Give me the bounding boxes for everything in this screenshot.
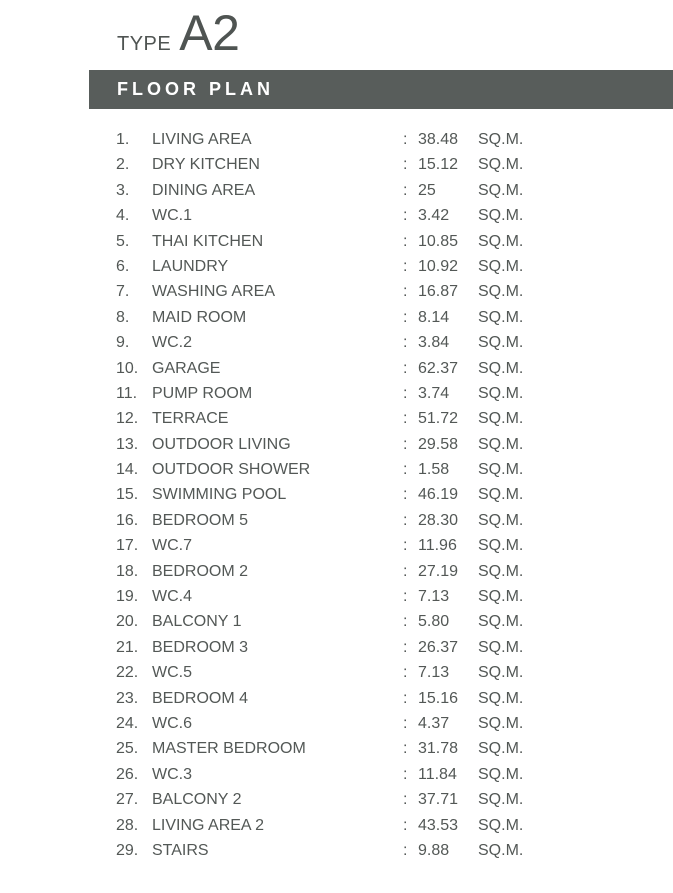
colon-separator: : bbox=[403, 841, 408, 859]
room-area-value: 43.53 bbox=[418, 816, 459, 834]
room-number: 2. bbox=[116, 156, 130, 174]
room-row bbox=[116, 432, 656, 457]
colon-separator: : bbox=[403, 740, 408, 758]
area-unit: SQ.M. bbox=[478, 613, 524, 631]
room-name: WC.7 bbox=[152, 537, 192, 555]
room-name: DINING AREA bbox=[152, 181, 256, 199]
colon-separator: : bbox=[403, 283, 408, 301]
area-unit: SQ.M. bbox=[478, 461, 524, 479]
area-unit: SQ.M. bbox=[478, 638, 524, 656]
room-name: STAIRS bbox=[152, 841, 209, 859]
room-area-value: 5.80 bbox=[418, 613, 450, 631]
room-name: BALCONY 2 bbox=[152, 791, 242, 809]
room-name: WC.1 bbox=[152, 207, 192, 225]
room-row bbox=[116, 305, 656, 330]
room-number: 16. bbox=[116, 511, 139, 529]
room-row bbox=[116, 381, 656, 406]
room-name: BEDROOM 5 bbox=[152, 511, 249, 529]
room-row bbox=[116, 356, 656, 381]
area-unit: SQ.M. bbox=[478, 765, 524, 783]
area-unit: SQ.M. bbox=[478, 207, 524, 225]
room-row bbox=[116, 406, 656, 431]
area-unit: SQ.M. bbox=[478, 156, 524, 174]
area-unit: SQ.M. bbox=[478, 384, 524, 402]
area-unit: SQ.M. bbox=[478, 537, 524, 555]
colon-separator: : bbox=[403, 257, 408, 275]
type-label: TYPE bbox=[117, 33, 172, 55]
room-name: THAI KITCHEN bbox=[152, 232, 264, 250]
room-area-value: 9.88 bbox=[418, 841, 450, 859]
room-row bbox=[116, 762, 656, 787]
room-area-value: 51.72 bbox=[418, 410, 459, 428]
area-unit: SQ.M. bbox=[478, 588, 524, 606]
room-area-value: 27.19 bbox=[418, 562, 459, 580]
room-area-value: 3.42 bbox=[418, 207, 450, 225]
room-name: WC.6 bbox=[152, 714, 192, 732]
room-row bbox=[116, 838, 656, 863]
room-row bbox=[116, 482, 656, 507]
room-area-value: 28.30 bbox=[418, 511, 459, 529]
area-unit: SQ.M. bbox=[478, 308, 524, 326]
area-unit: SQ.M. bbox=[478, 435, 524, 453]
room-row bbox=[116, 178, 656, 203]
area-unit: SQ.M. bbox=[478, 664, 524, 682]
room-number: 12. bbox=[116, 410, 139, 428]
room-area-value: 46.19 bbox=[418, 486, 459, 504]
area-unit: SQ.M. bbox=[478, 257, 524, 275]
colon-separator: : bbox=[403, 638, 408, 656]
room-area-value: 25 bbox=[418, 181, 436, 199]
area-unit: SQ.M. bbox=[478, 816, 524, 834]
room-row bbox=[116, 127, 656, 152]
room-number: 13. bbox=[116, 435, 139, 453]
area-unit: SQ.M. bbox=[478, 283, 524, 301]
room-row bbox=[116, 457, 656, 482]
colon-separator: : bbox=[403, 689, 408, 707]
room-area-value: 62.37 bbox=[418, 359, 459, 377]
colon-separator: : bbox=[403, 588, 408, 606]
colon-separator: : bbox=[403, 791, 408, 809]
room-name: BALCONY 1 bbox=[152, 613, 242, 631]
room-area-value: 31.78 bbox=[418, 740, 459, 758]
room-row bbox=[116, 279, 656, 304]
room-name: WASHING AREA bbox=[152, 283, 275, 301]
room-area-value: 1.58 bbox=[418, 461, 450, 479]
room-row bbox=[116, 152, 656, 177]
room-area-value: 3.84 bbox=[418, 334, 450, 352]
colon-separator: : bbox=[403, 232, 408, 250]
colon-separator: : bbox=[403, 714, 408, 732]
room-number: 25. bbox=[116, 740, 139, 758]
floor-plan-banner bbox=[89, 70, 673, 109]
room-number: 14. bbox=[116, 461, 139, 479]
area-unit: SQ.M. bbox=[478, 689, 524, 707]
room-row bbox=[116, 711, 656, 736]
room-row bbox=[116, 559, 656, 584]
room-name: OUTDOOR SHOWER bbox=[152, 461, 311, 479]
room-number: 3. bbox=[116, 181, 130, 199]
room-row bbox=[116, 736, 656, 761]
room-row bbox=[116, 203, 656, 228]
colon-separator: : bbox=[403, 435, 408, 453]
room-row bbox=[116, 254, 656, 279]
room-name: WC.3 bbox=[152, 765, 192, 783]
room-name: LIVING AREA bbox=[152, 131, 252, 148]
room-area-value: 26.37 bbox=[418, 638, 459, 656]
colon-separator: : bbox=[403, 410, 408, 428]
room-number: 4. bbox=[116, 207, 130, 225]
area-unit: SQ.M. bbox=[478, 791, 524, 809]
room-number: 11. bbox=[116, 384, 138, 402]
room-name: LIVING AREA 2 bbox=[152, 816, 265, 834]
banner-title: FLOOR PLAN bbox=[117, 79, 274, 99]
room-row bbox=[116, 635, 656, 660]
room-row bbox=[116, 229, 656, 254]
area-unit: SQ.M. bbox=[478, 232, 524, 250]
room-row bbox=[116, 660, 656, 685]
room-number: 1. bbox=[116, 131, 130, 148]
area-unit: SQ.M. bbox=[478, 841, 524, 859]
colon-separator: : bbox=[403, 207, 408, 225]
room-area-value: 16.87 bbox=[418, 283, 459, 301]
colon-separator: : bbox=[403, 511, 408, 529]
colon-separator: : bbox=[403, 334, 408, 352]
room-area-value: 37.71 bbox=[418, 791, 459, 809]
room-number: 21. bbox=[116, 638, 139, 656]
room-name: OUTDOOR LIVING bbox=[152, 435, 291, 453]
room-area-value: 15.16 bbox=[418, 689, 459, 707]
room-number: 18. bbox=[116, 562, 139, 580]
room-name: TERRACE bbox=[152, 410, 229, 428]
colon-separator: : bbox=[403, 613, 408, 631]
room-area-value: 38.48 bbox=[418, 131, 459, 148]
room-row bbox=[116, 813, 656, 838]
room-name: DRY KITCHEN bbox=[152, 156, 260, 174]
colon-separator: : bbox=[403, 486, 408, 504]
room-area-value: 7.13 bbox=[418, 664, 450, 682]
room-number: 9. bbox=[116, 334, 130, 352]
room-row bbox=[116, 508, 656, 533]
room-row bbox=[116, 686, 656, 711]
room-number: 17. bbox=[116, 537, 139, 555]
room-name: BEDROOM 3 bbox=[152, 638, 249, 656]
area-unit: SQ.M. bbox=[478, 740, 524, 758]
room-area-list bbox=[116, 127, 656, 863]
room-number: 22. bbox=[116, 664, 139, 682]
room-number: 19. bbox=[116, 588, 139, 606]
room-row bbox=[116, 330, 656, 355]
colon-separator: : bbox=[403, 359, 408, 377]
colon-separator: : bbox=[403, 562, 408, 580]
colon-separator: : bbox=[403, 765, 408, 783]
room-area-value: 29.58 bbox=[418, 435, 459, 453]
room-number: 26. bbox=[116, 765, 139, 783]
colon-separator: : bbox=[403, 664, 408, 682]
room-row bbox=[116, 787, 656, 812]
area-unit: SQ.M. bbox=[478, 511, 524, 529]
room-area-value: 10.85 bbox=[418, 232, 459, 250]
room-name: GARAGE bbox=[152, 359, 221, 377]
room-number: 28. bbox=[116, 816, 139, 834]
colon-separator: : bbox=[403, 131, 408, 148]
room-number: 24. bbox=[116, 714, 139, 732]
area-unit: SQ.M. bbox=[478, 359, 524, 377]
room-name: MAID ROOM bbox=[152, 308, 247, 326]
room-number: 7. bbox=[116, 283, 130, 301]
room-area-value: 11.84 bbox=[418, 765, 457, 783]
colon-separator: : bbox=[403, 181, 408, 199]
area-unit: SQ.M. bbox=[478, 131, 524, 148]
room-row bbox=[116, 609, 656, 634]
room-area-value: 10.92 bbox=[418, 257, 459, 275]
room-number: 23. bbox=[116, 689, 139, 707]
room-area-value: 11.96 bbox=[418, 537, 457, 555]
unit-type-heading bbox=[117, 5, 240, 68]
room-number: 27. bbox=[116, 791, 139, 809]
room-row bbox=[116, 533, 656, 558]
colon-separator: : bbox=[403, 384, 408, 402]
area-unit: SQ.M. bbox=[478, 562, 524, 580]
type-code: A2 bbox=[179, 5, 240, 61]
room-area-value: 4.37 bbox=[418, 714, 450, 732]
room-number: 29. bbox=[116, 841, 139, 859]
colon-separator: : bbox=[403, 308, 408, 326]
colon-separator: : bbox=[403, 461, 408, 479]
room-name: BEDROOM 2 bbox=[152, 562, 249, 580]
room-area-value: 15.12 bbox=[418, 156, 459, 174]
room-name: WC.4 bbox=[152, 588, 192, 606]
room-number: 15. bbox=[116, 486, 139, 504]
area-unit: SQ.M. bbox=[478, 714, 524, 732]
room-area-value: 8.14 bbox=[418, 308, 450, 326]
colon-separator: : bbox=[403, 156, 408, 174]
room-row bbox=[116, 584, 656, 609]
area-unit: SQ.M. bbox=[478, 410, 524, 428]
room-name: LAUNDRY bbox=[152, 257, 229, 275]
room-area-value: 3.74 bbox=[418, 384, 450, 402]
room-name: WC.2 bbox=[152, 334, 192, 352]
room-name: SWIMMING POOL bbox=[152, 486, 287, 504]
colon-separator: : bbox=[403, 816, 408, 834]
room-number: 10. bbox=[116, 359, 139, 377]
room-number: 5. bbox=[116, 232, 130, 250]
area-unit: SQ.M. bbox=[478, 486, 524, 504]
area-unit: SQ.M. bbox=[478, 181, 524, 199]
room-name: WC.5 bbox=[152, 664, 192, 682]
room-name: PUMP ROOM bbox=[152, 384, 253, 402]
room-number: 8. bbox=[116, 308, 130, 326]
room-number: 6. bbox=[116, 257, 130, 275]
room-area-value: 7.13 bbox=[418, 588, 450, 606]
area-unit: SQ.M. bbox=[478, 334, 524, 352]
colon-separator: : bbox=[403, 537, 408, 555]
room-name: MASTER BEDROOM bbox=[152, 740, 306, 758]
room-number: 20. bbox=[116, 613, 139, 631]
room-name: BEDROOM 4 bbox=[152, 689, 249, 707]
